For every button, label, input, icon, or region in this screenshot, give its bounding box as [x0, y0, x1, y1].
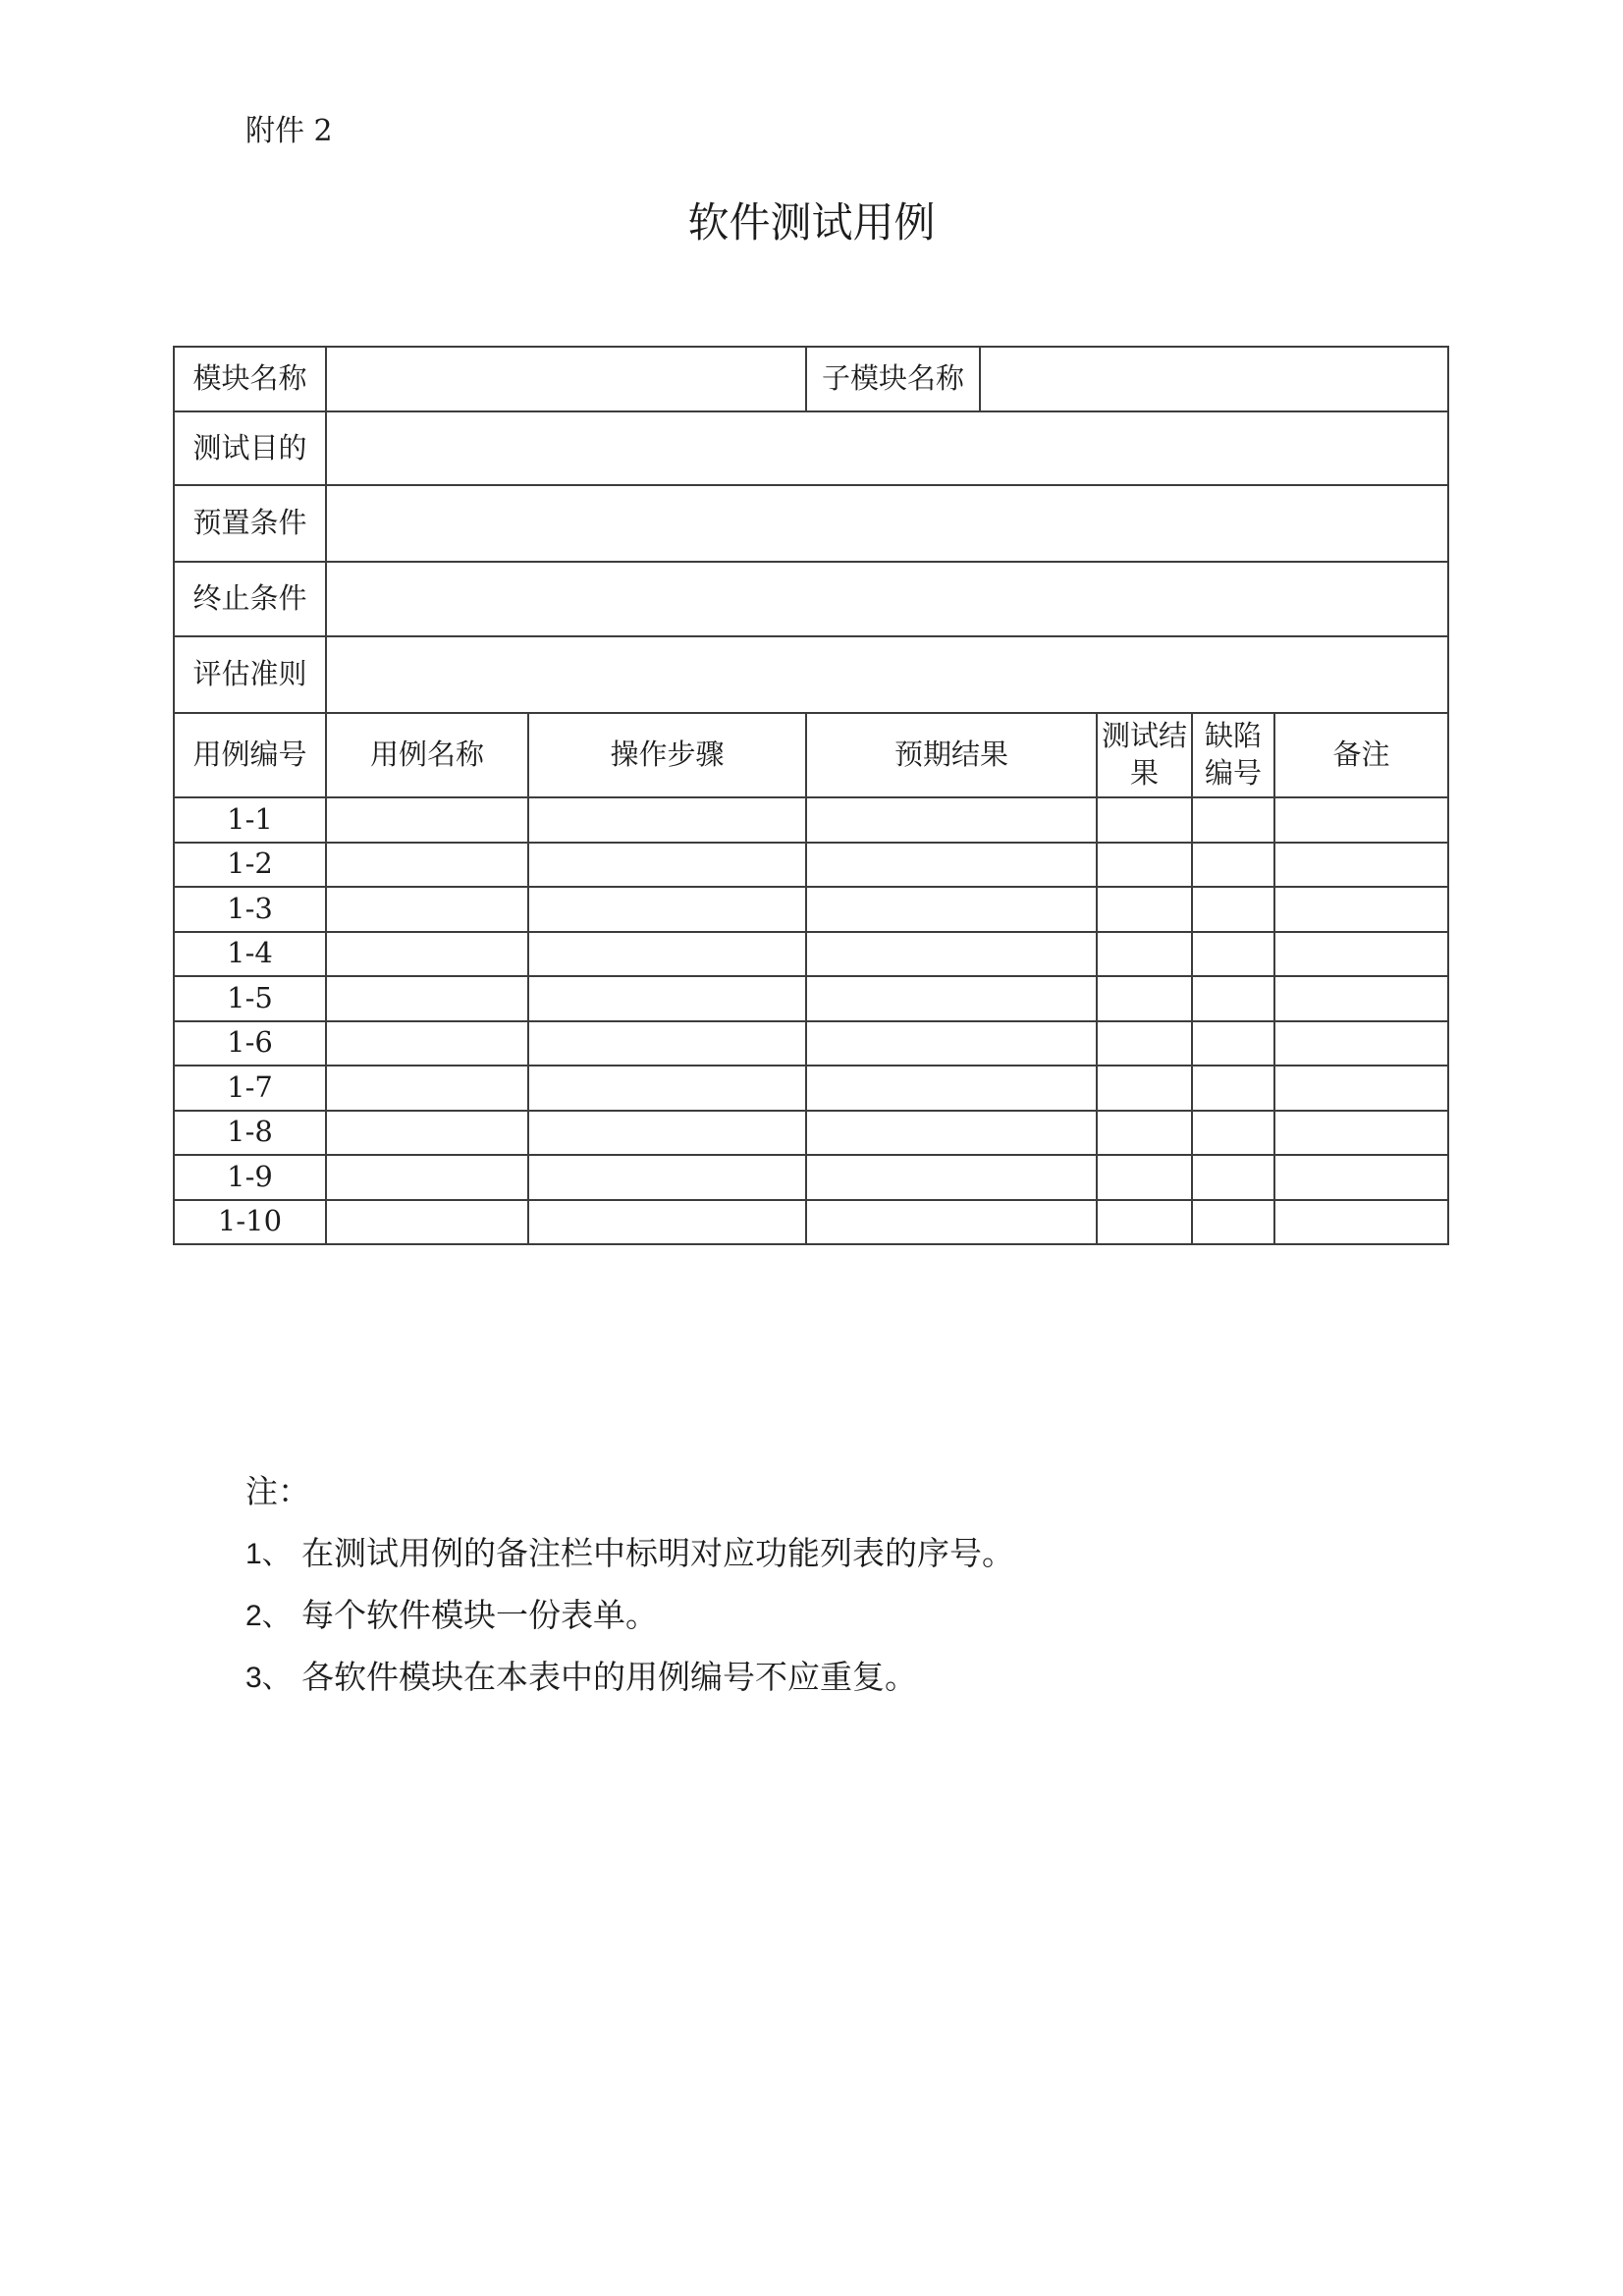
termination-condition-row — [174, 562, 1448, 636]
note-text: 各软件模块在本表中的用例编号不应重复。 — [301, 1657, 917, 1696]
case-row — [174, 797, 1448, 843]
notes-heading: 注： — [245, 1472, 310, 1510]
case-defect-cell[interactable] — [1192, 932, 1274, 977]
case-expected-cell[interactable] — [806, 887, 1097, 932]
termination-condition-value-cell[interactable] — [326, 562, 1448, 636]
col-header-case-name: 用例名称 — [326, 713, 528, 797]
case-steps-cell[interactable] — [528, 1066, 806, 1111]
case-expected-cell[interactable] — [806, 797, 1097, 843]
case-result-cell[interactable] — [1097, 1111, 1192, 1156]
case-name-cell[interactable] — [326, 887, 528, 932]
case-id-cell: 1-8 — [174, 1111, 326, 1156]
termination-condition-label-cell: 终止条件 — [174, 562, 326, 636]
submodule-name-label-cell: 子模块名称 — [806, 347, 980, 411]
case-defect-cell[interactable] — [1192, 1200, 1274, 1245]
case-steps-cell[interactable] — [528, 932, 806, 977]
case-steps-cell[interactable] — [528, 887, 806, 932]
case-expected-cell[interactable] — [806, 1155, 1097, 1200]
case-result-cell[interactable] — [1097, 932, 1192, 977]
case-name-cell[interactable] — [326, 797, 528, 843]
attachment-label: 附件 2 — [245, 114, 333, 148]
case-defect-cell[interactable] — [1192, 843, 1274, 888]
case-remarks-cell[interactable] — [1274, 976, 1448, 1021]
case-expected-cell[interactable] — [806, 1200, 1097, 1245]
note-item — [245, 1533, 1014, 1575]
module-name-row — [174, 347, 1448, 411]
module-name-value-cell[interactable] — [326, 347, 806, 411]
case-row — [174, 887, 1448, 932]
evaluation-criteria-row — [174, 636, 1448, 713]
notes-section — [245, 1471, 1014, 1699]
case-id-cell: 1-1 — [174, 797, 326, 843]
precondition-value-cell[interactable] — [326, 485, 1448, 562]
case-defect-cell[interactable] — [1192, 887, 1274, 932]
case-row — [174, 976, 1448, 1021]
case-name-cell[interactable] — [326, 1200, 528, 1245]
submodule-name-value-cell[interactable] — [980, 347, 1448, 411]
precondition-row — [174, 485, 1448, 562]
case-expected-cell[interactable] — [806, 1111, 1097, 1156]
case-remarks-cell[interactable] — [1274, 797, 1448, 843]
case-defect-cell[interactable] — [1192, 1111, 1274, 1156]
case-name-cell[interactable] — [326, 1155, 528, 1200]
col-header-test-result: 测试结果 — [1097, 713, 1192, 797]
test-purpose-row — [174, 411, 1448, 485]
col-header-steps: 操作步骤 — [528, 713, 806, 797]
note-number: 3、 — [245, 1661, 292, 1694]
case-name-cell[interactable] — [326, 1066, 528, 1111]
case-name-cell[interactable] — [326, 976, 528, 1021]
case-id-cell: 1-10 — [174, 1200, 326, 1245]
note-number: 1、 — [245, 1537, 292, 1570]
precondition-label-cell: 预置条件 — [174, 485, 326, 562]
case-result-cell[interactable] — [1097, 797, 1192, 843]
case-row — [174, 1021, 1448, 1066]
case-id-cell: 1-2 — [174, 843, 326, 888]
case-result-cell[interactable] — [1097, 1155, 1192, 1200]
case-steps-cell[interactable] — [528, 1111, 806, 1156]
case-result-cell[interactable] — [1097, 887, 1192, 932]
case-expected-cell[interactable] — [806, 843, 1097, 888]
case-name-cell[interactable] — [326, 1021, 528, 1066]
case-expected-cell[interactable] — [806, 1066, 1097, 1111]
col-header-remarks: 备注 — [1274, 713, 1448, 797]
case-steps-cell[interactable] — [528, 1021, 806, 1066]
case-id-cell: 1-9 — [174, 1155, 326, 1200]
case-result-cell[interactable] — [1097, 843, 1192, 888]
case-remarks-cell[interactable] — [1274, 932, 1448, 977]
case-remarks-cell[interactable] — [1274, 1200, 1448, 1245]
col-header-expected-result: 预期结果 — [806, 713, 1097, 797]
case-name-cell[interactable] — [326, 1111, 528, 1156]
case-defect-cell[interactable] — [1192, 1155, 1274, 1200]
case-row — [174, 843, 1448, 888]
test-purpose-label-cell: 测试目的 — [174, 411, 326, 485]
case-name-cell[interactable] — [326, 843, 528, 888]
note-text: 在测试用例的备注栏中标明对应功能列表的序号。 — [301, 1533, 1014, 1572]
case-result-cell[interactable] — [1097, 1066, 1192, 1111]
test-purpose-value-cell[interactable] — [326, 411, 1448, 485]
note-number: 2、 — [245, 1599, 292, 1632]
case-id-cell: 1-3 — [174, 887, 326, 932]
case-id-cell: 1-4 — [174, 932, 326, 977]
case-defect-cell[interactable] — [1192, 976, 1274, 1021]
case-row — [174, 932, 1448, 977]
case-result-cell[interactable] — [1097, 1200, 1192, 1245]
case-remarks-cell[interactable] — [1274, 887, 1448, 932]
case-name-cell[interactable] — [326, 932, 528, 977]
case-result-cell[interactable] — [1097, 976, 1192, 1021]
case-steps-cell[interactable] — [528, 843, 806, 888]
page-title: 软件测试用例 — [687, 198, 936, 246]
col-header-defect-id: 缺陷编号 — [1192, 713, 1274, 797]
case-defect-cell[interactable] — [1192, 797, 1274, 843]
case-remarks-cell[interactable] — [1274, 1066, 1448, 1111]
note-text: 每个软件模块一份表单。 — [301, 1595, 658, 1634]
evaluation-criteria-value-cell[interactable] — [326, 636, 1448, 713]
case-remarks-cell[interactable] — [1274, 1155, 1448, 1200]
test-case-form-table — [173, 346, 1449, 1245]
case-defect-cell[interactable] — [1192, 1021, 1274, 1066]
note-item — [245, 1595, 1014, 1637]
case-row — [174, 1111, 1448, 1156]
case-expected-cell[interactable] — [806, 976, 1097, 1021]
case-expected-cell[interactable] — [806, 1021, 1097, 1066]
case-id-cell: 1-7 — [174, 1066, 326, 1111]
evaluation-criteria-label-cell: 评估准则 — [174, 636, 326, 713]
case-expected-cell[interactable] — [806, 932, 1097, 977]
case-remarks-cell[interactable] — [1274, 1021, 1448, 1066]
case-id-cell: 1-5 — [174, 976, 326, 1021]
case-row — [174, 1066, 1448, 1111]
case-result-cell[interactable] — [1097, 1021, 1192, 1066]
case-steps-cell[interactable] — [528, 976, 806, 1021]
case-defect-cell[interactable] — [1192, 1066, 1274, 1111]
case-id-cell: 1-6 — [174, 1021, 326, 1066]
case-row — [174, 1200, 1448, 1245]
case-steps-cell[interactable] — [528, 1200, 806, 1245]
case-table-header-row — [174, 713, 1448, 797]
case-steps-cell[interactable] — [528, 797, 806, 843]
case-remarks-cell[interactable] — [1274, 843, 1448, 888]
case-steps-cell[interactable] — [528, 1155, 806, 1200]
case-remarks-cell[interactable] — [1274, 1111, 1448, 1156]
note-item — [245, 1657, 1014, 1699]
col-header-case-id: 用例编号 — [174, 713, 326, 797]
case-row — [174, 1155, 1448, 1200]
module-name-label-cell: 模块名称 — [174, 347, 326, 411]
